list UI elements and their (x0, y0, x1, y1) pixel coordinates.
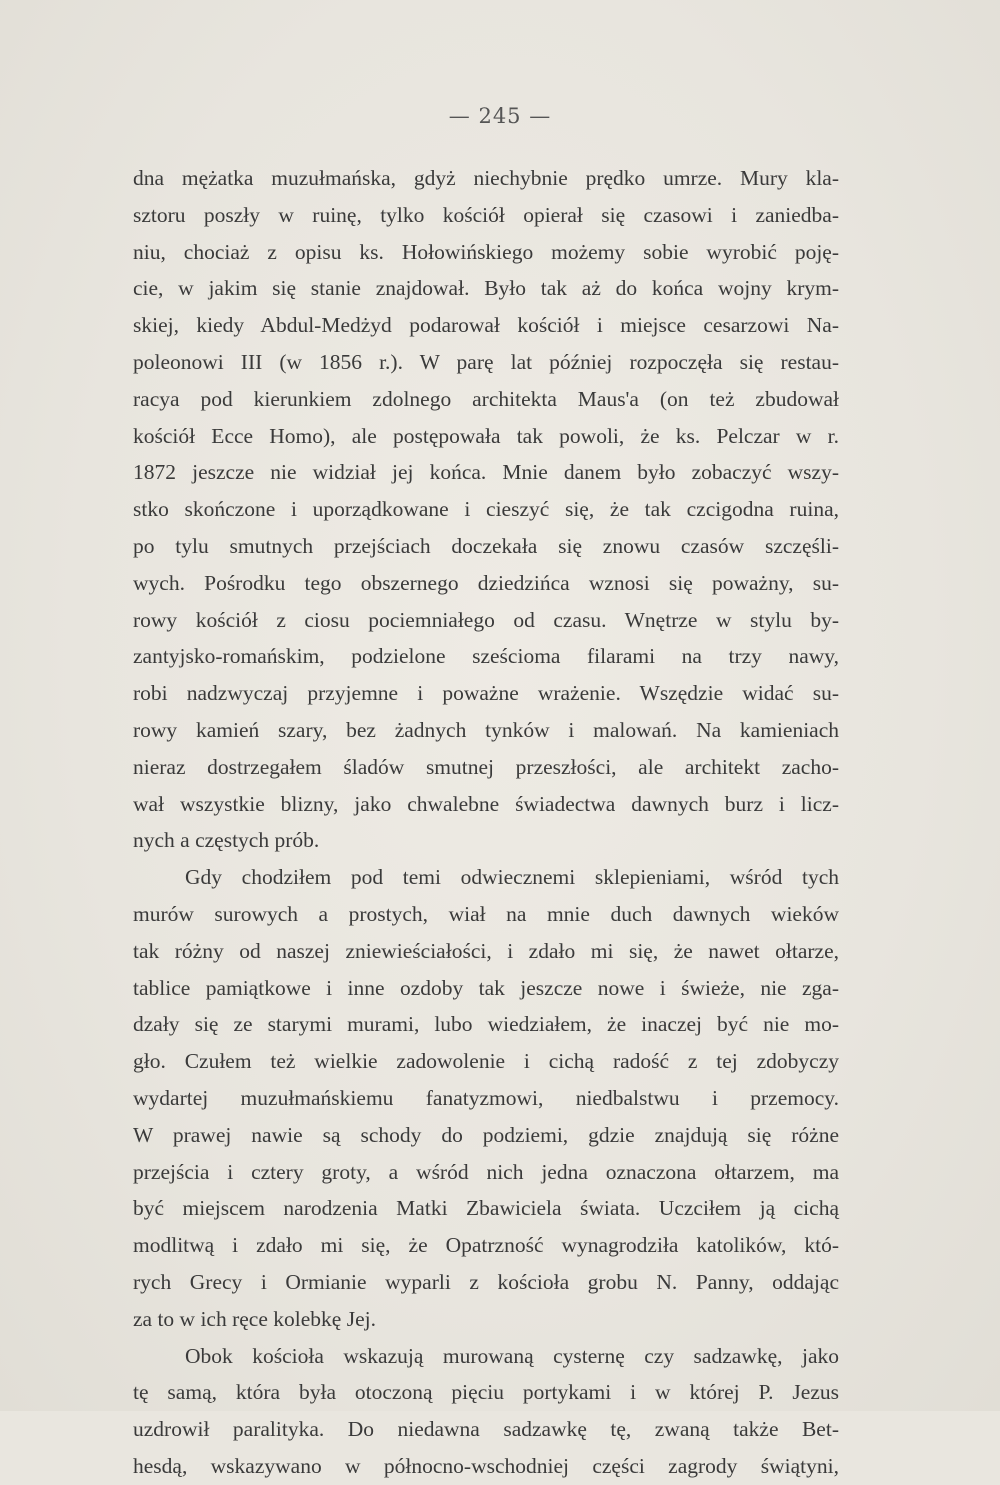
text-line: wydartej muzułmańskiemu fanatyzmowi, niedbalstwu i przemocy. (133, 1085, 839, 1110)
text-line: gło. Czułem też wielkie zadowolenie i cichą radość z tej zdobyczy (133, 1049, 839, 1074)
text-line: rowy kamień szary, bez żadnych tynków i malowań. Na kamieniach (133, 717, 839, 742)
text-line: modlitwą i zdało mi się, że Opatrzność wynagrodziła katolików, któ- (133, 1233, 839, 1258)
text-line: wych. Pośrodku tego obszernego dziedzińca wznosi się poważny, su- (133, 570, 839, 595)
text-line: nieraz dostrzegałem śladów smutnej przeszłości, ale architekt zacho- (133, 754, 839, 779)
text-line: po tylu smutnych przejściach doczekała się znowu czasów szczęśli- (133, 533, 839, 558)
text-line: robi nadzwyczaj przyjemne i poważne wrażenie. Wszędzie widać su- (133, 681, 839, 706)
text-line: stko skończone i uporządkowane i cieszyć się, że tak czcigodna ruina, (133, 497, 839, 522)
text-line: W prawej nawie są schody do podziemi, gdzie znajdują się różne (133, 1122, 839, 1147)
text-line: wał wszystkie blizny, jako chwalebne świadectwa dawnych burz i licz- (133, 791, 839, 816)
text-line: 1872 jeszcze nie widział jej końca. Mnie danem było zobaczyć wszy- (133, 460, 839, 485)
paragraph-end-line: nych a częstych prób. (133, 828, 320, 853)
text-line: murów surowych a prostych, wiał na mnie duch dawnych wieków (133, 901, 839, 926)
text-line: skiej, kiedy Abdul-Medżyd podarował kościół i miejsce cesarzowi Na- (133, 313, 839, 338)
text-line: cie, w jakim się stanie znajdował. Było tak aż do końca wojny krym- (133, 276, 839, 301)
text-line: dna mężatka muzułmańska, gdyż niechybnie prędko umrze. Mury kla- (133, 166, 839, 190)
text-line: hesdą, wskazywano w północno-wschodniej części zagrody świątyni, (133, 1453, 839, 1478)
text-line: zantyjsko-romańskim, podzielone sześcioma filarami na trzy nawy, (133, 644, 839, 669)
paragraph-start-line: Gdy chodziłem pod temi odwiecznemi sklepieniami, wśród tych (185, 865, 839, 890)
page-number: — 245 — (448, 104, 552, 128)
text-line: dzały się ze starymi murami, lubo wiedziałem, że inaczej być nie mo- (133, 1012, 839, 1037)
text-line: sztoru poszły w ruinę, tylko kościół opierał się czasowi i zaniedba- (133, 202, 839, 227)
text-line: rowy kościół z ciosu pociemniałego od czasu. Wnętrze w stylu by- (133, 607, 839, 632)
text-line: rych Grecy i Ormianie wyparli z kościoła grobu N. Panny, oddając (133, 1269, 839, 1294)
body-text (133, 160, 839, 1485)
text-line: tablice pamiątkowe i inne ozdoby tak jeszcze nowe i świeże, nie zga- (133, 975, 839, 1000)
paragraph-end-line: za to w ich ręce kolebkę Jej. (133, 1306, 376, 1331)
text-line: kościół Ecce Homo), ale postępowała tak powoli, że ks. Pelczar w r. (133, 423, 839, 448)
text-line: być miejscem narodzenia Matki Zbawiciela świata. Uczciłem ją cichą (133, 1196, 839, 1221)
text-line: przejścia i cztery groty, a wśród nich jedna oznaczona ołtarzem, ma (133, 1159, 839, 1184)
text-line: tę samą, która była otoczoną pięciu portykami i w której P. Jezus (133, 1380, 839, 1405)
text-line: poleonowi III (w 1856 r.). W parę lat później rozpoczęła się restau- (133, 349, 839, 374)
paragraph-start-line: Obok kościoła wskazują murowaną cysternę czy sadzawkę, jako (185, 1343, 839, 1368)
text-line: racya pod kierunkiem zdolnego architekta Maus'a (on też zbudował (133, 386, 839, 411)
text-line: niu, chociaż z opisu ks. Hołowińskiego możemy sobie wyrobić poję- (133, 239, 839, 264)
text-line: tak różny od naszej zniewieściałości, i zdało mi się, że nawet ołtarze, (133, 938, 839, 963)
text-line: uzdrowił paralityka. Do niedawna sadzawkę tę, zwaną także Bet- (133, 1417, 839, 1442)
